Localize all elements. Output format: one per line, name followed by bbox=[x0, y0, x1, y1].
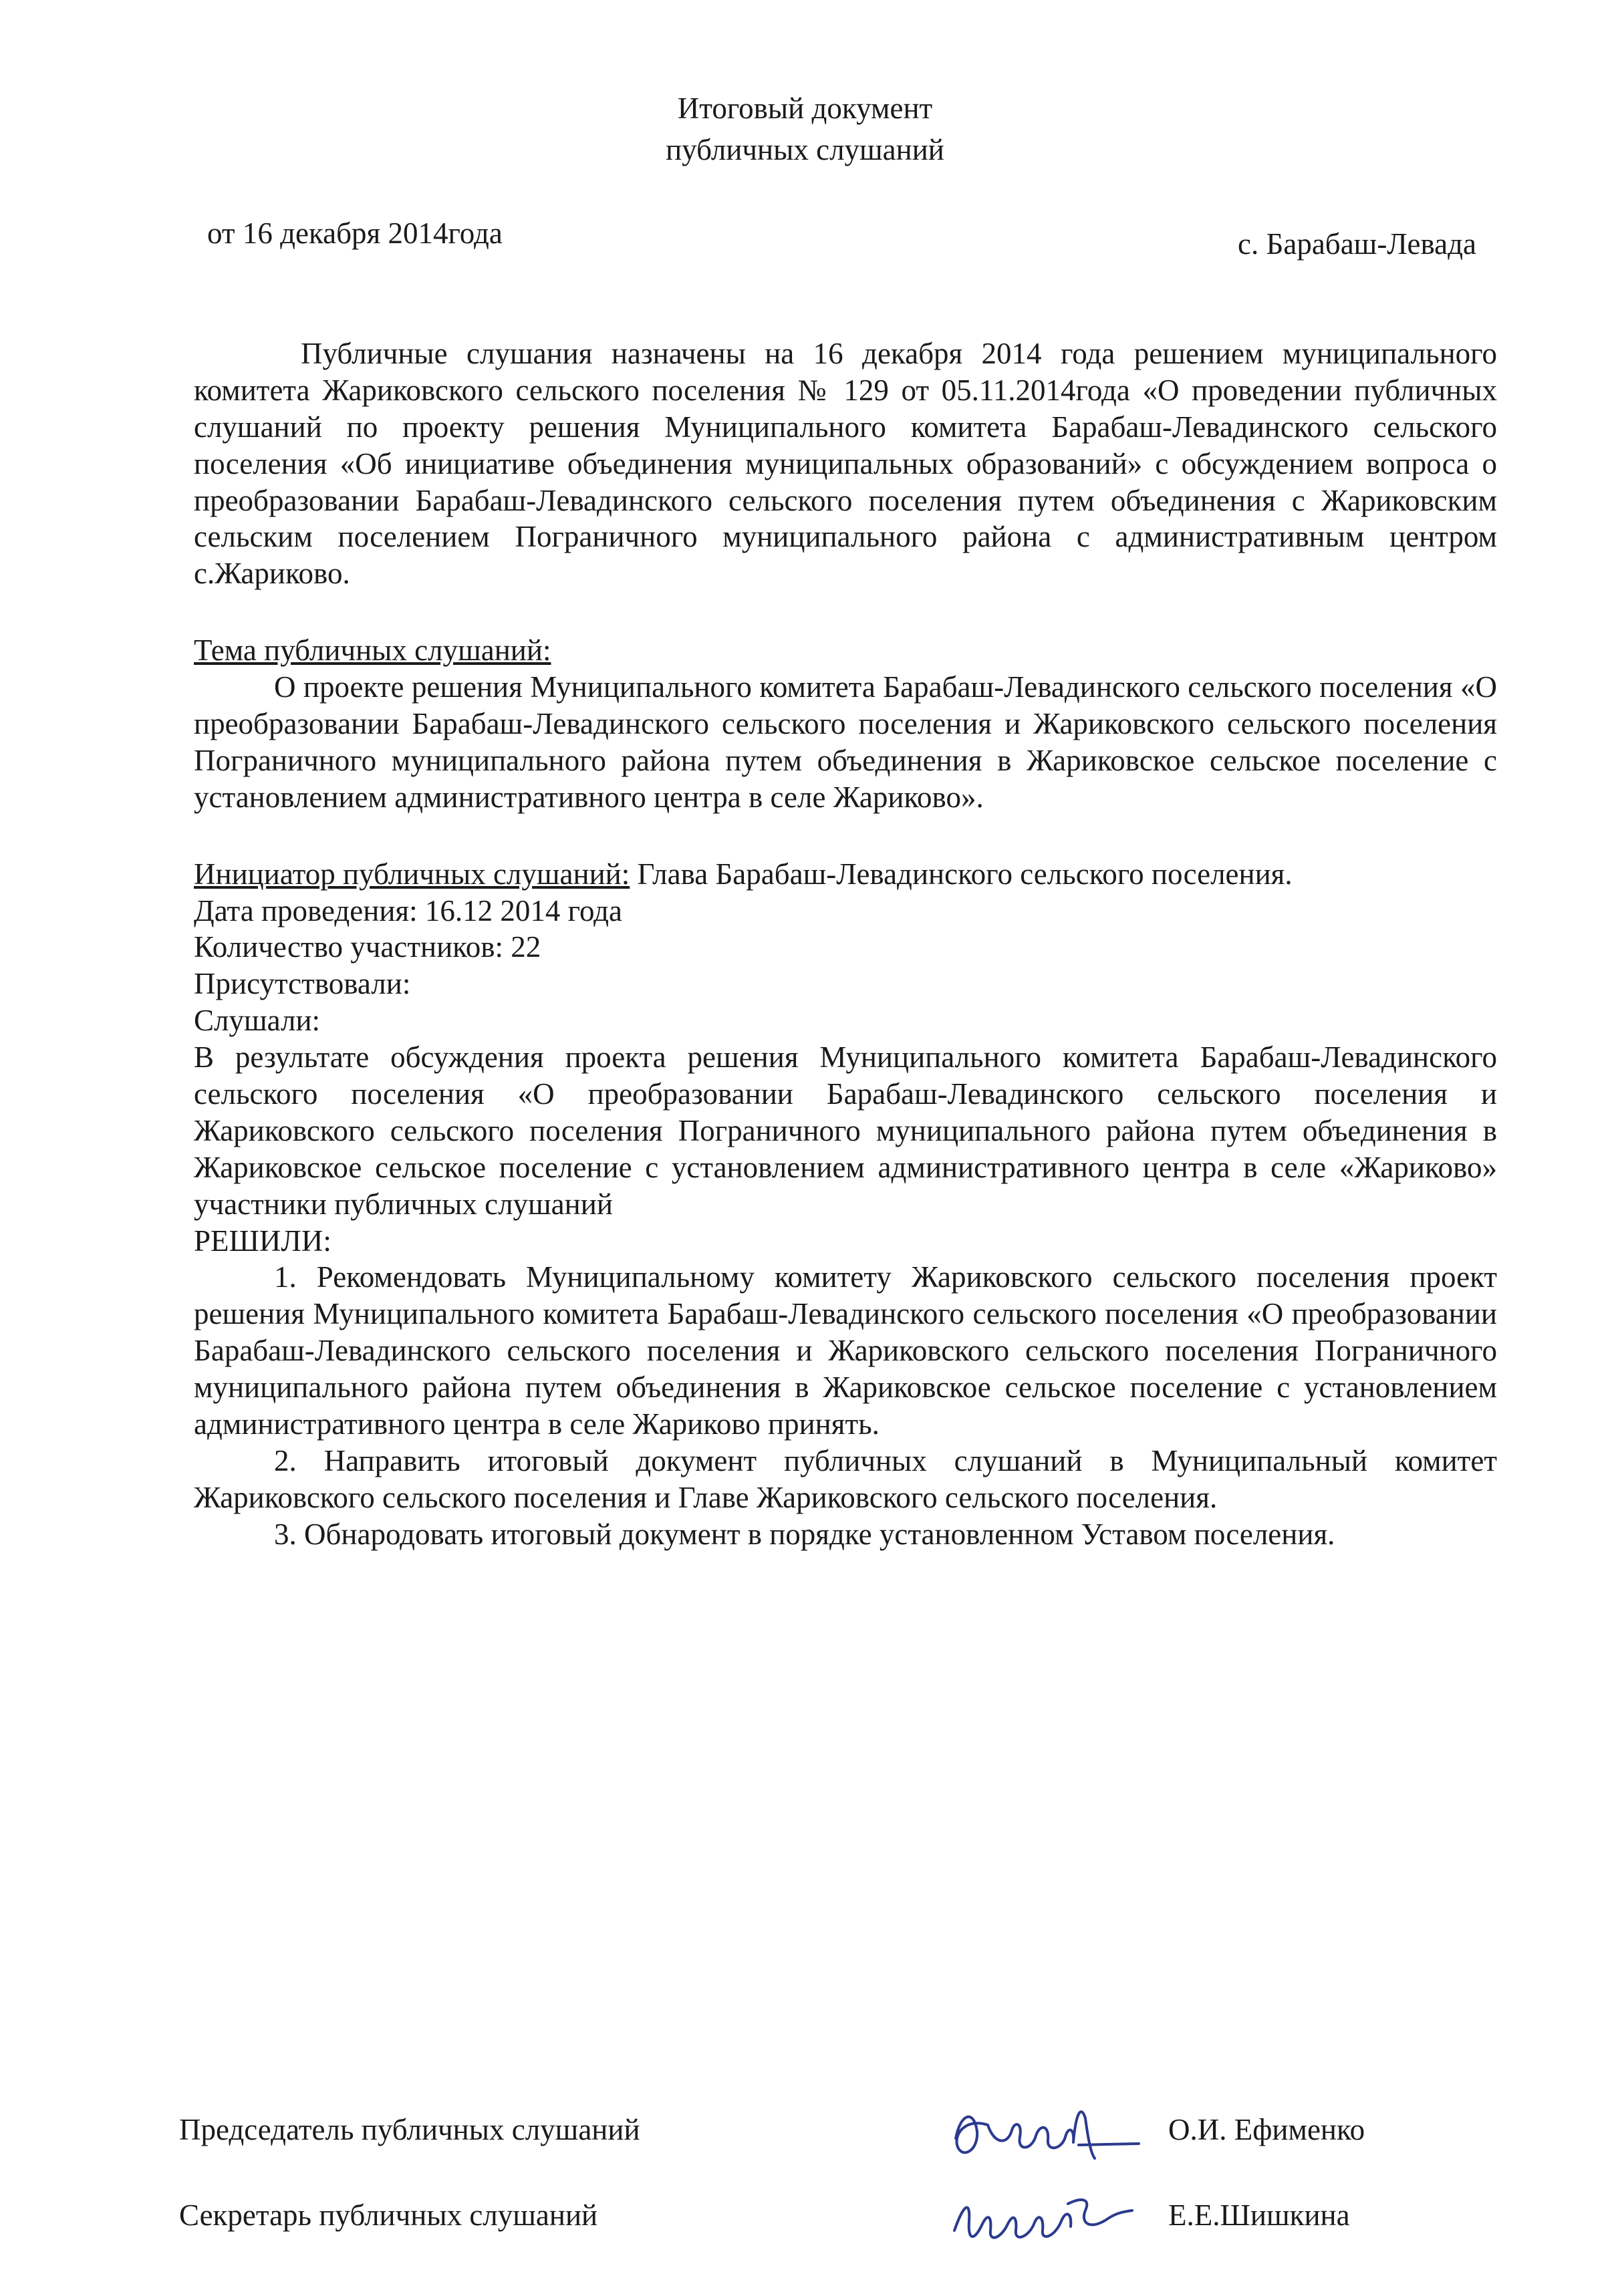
decision-item: 3. Обнародовать итоговый документ в порядке установленном Уставом поселения. bbox=[274, 1517, 1335, 1551]
secretary-signature-icon bbox=[948, 2184, 1142, 2264]
document-title bbox=[0, 90, 1610, 173]
decisions-list bbox=[194, 1259, 1497, 1552]
initiator-line bbox=[194, 856, 1497, 893]
chair-signature-icon bbox=[948, 2098, 1142, 2178]
initiator-label: Инициатор публичных слушаний: bbox=[194, 857, 630, 891]
date-held: Дата проведения: 16.12 2014 года bbox=[194, 893, 623, 927]
present-label: Присутствовали: bbox=[194, 967, 411, 1001]
heard-label: Слушали: bbox=[194, 1004, 321, 1038]
decision-item: 1. Рекомендовать Муниципальному комитету Жариковского сельского поселения проект решения Муниципального комитета Барабаш-Левадинского сельского поселения «О преобразовании Барабаш-Левадинского сельского поселения и Жариковского сельского поселения Пограничного муниципального района путем объединения в Жариковское сельское поселение с установлением административного центра в селе Жариково принять. bbox=[194, 1260, 1497, 1441]
secretary-signature-row bbox=[179, 2184, 1429, 2264]
title-line-1: Итоговый документ bbox=[677, 92, 933, 125]
document-date: от 16 декабря 2014года bbox=[207, 217, 503, 250]
title-line-2: публичных слушаний bbox=[666, 133, 944, 166]
document-place: с. Барабаш-Левада bbox=[1238, 227, 1476, 261]
topic-heading: Тема публичных слушаний: bbox=[194, 633, 551, 668]
secretary-role: Секретарь публичных слушаний bbox=[179, 2198, 598, 2232]
secretary-name: Е.Е.Шишкина bbox=[1168, 2198, 1350, 2232]
resolved-heading: РЕШИЛИ: bbox=[194, 1224, 331, 1258]
decision-item: 2. Направить итоговый документ публичных слушаний в Муниципальный комитет Жариковского сельского поселения и Главе Жариковского сельского поселения. bbox=[194, 1443, 1497, 1514]
initiator-value: Глава Барабаш-Левадинского сельского поселения. bbox=[637, 857, 1293, 891]
topic-text: О проекте решения Муниципального комитета Барабаш-Левадинского сельского поселения «О преобразовании Барабаш-Левадинского сельского поселения и Жариковского сельского поселения Пограничного муниципального района путем объединения в Жариковское сельское поселение с установлением административного центра в селе Жариково». bbox=[194, 670, 1497, 814]
participants-count: Количество участников: 22 bbox=[194, 930, 541, 964]
discussion-paragraph: В результате обсуждения проекта решения Муниципального комитета Барабаш-Левадинского сельского поселения «О преобразовании Барабаш-Левадинского сельского поселения и Жариковского сельского поселения Пограничного муниципального района путем объединения в Жариковское сельское поселение с установлением административного центра в селе «Жариково» участники публичных слушаний bbox=[194, 1040, 1497, 1221]
chair-name: О.И. Ефименко bbox=[1168, 2113, 1365, 2146]
chair-signature-row bbox=[179, 2098, 1429, 2178]
chair-role: Председатель публичных слушаний bbox=[179, 2113, 640, 2146]
intro-paragraph: Публичные слушания назначены на 16 декабря 2014 года решением муниципального комитета Жариковского сельского поселения № 129 от 05.11.2014года «О проведении публичных слушаний по проекту решения Муниципального комитета Барабаш-Левадинского сельского поселения «Об инициативе объединения муниципальных образований» с обсуждением вопроса о преобразовании Барабаш-Левадинского сельского поселения путем объединения с Жариковским сельским поселением Пограничного муниципального района с административным центром с.Жариково. bbox=[194, 337, 1497, 591]
document-body bbox=[194, 335, 1497, 1553]
